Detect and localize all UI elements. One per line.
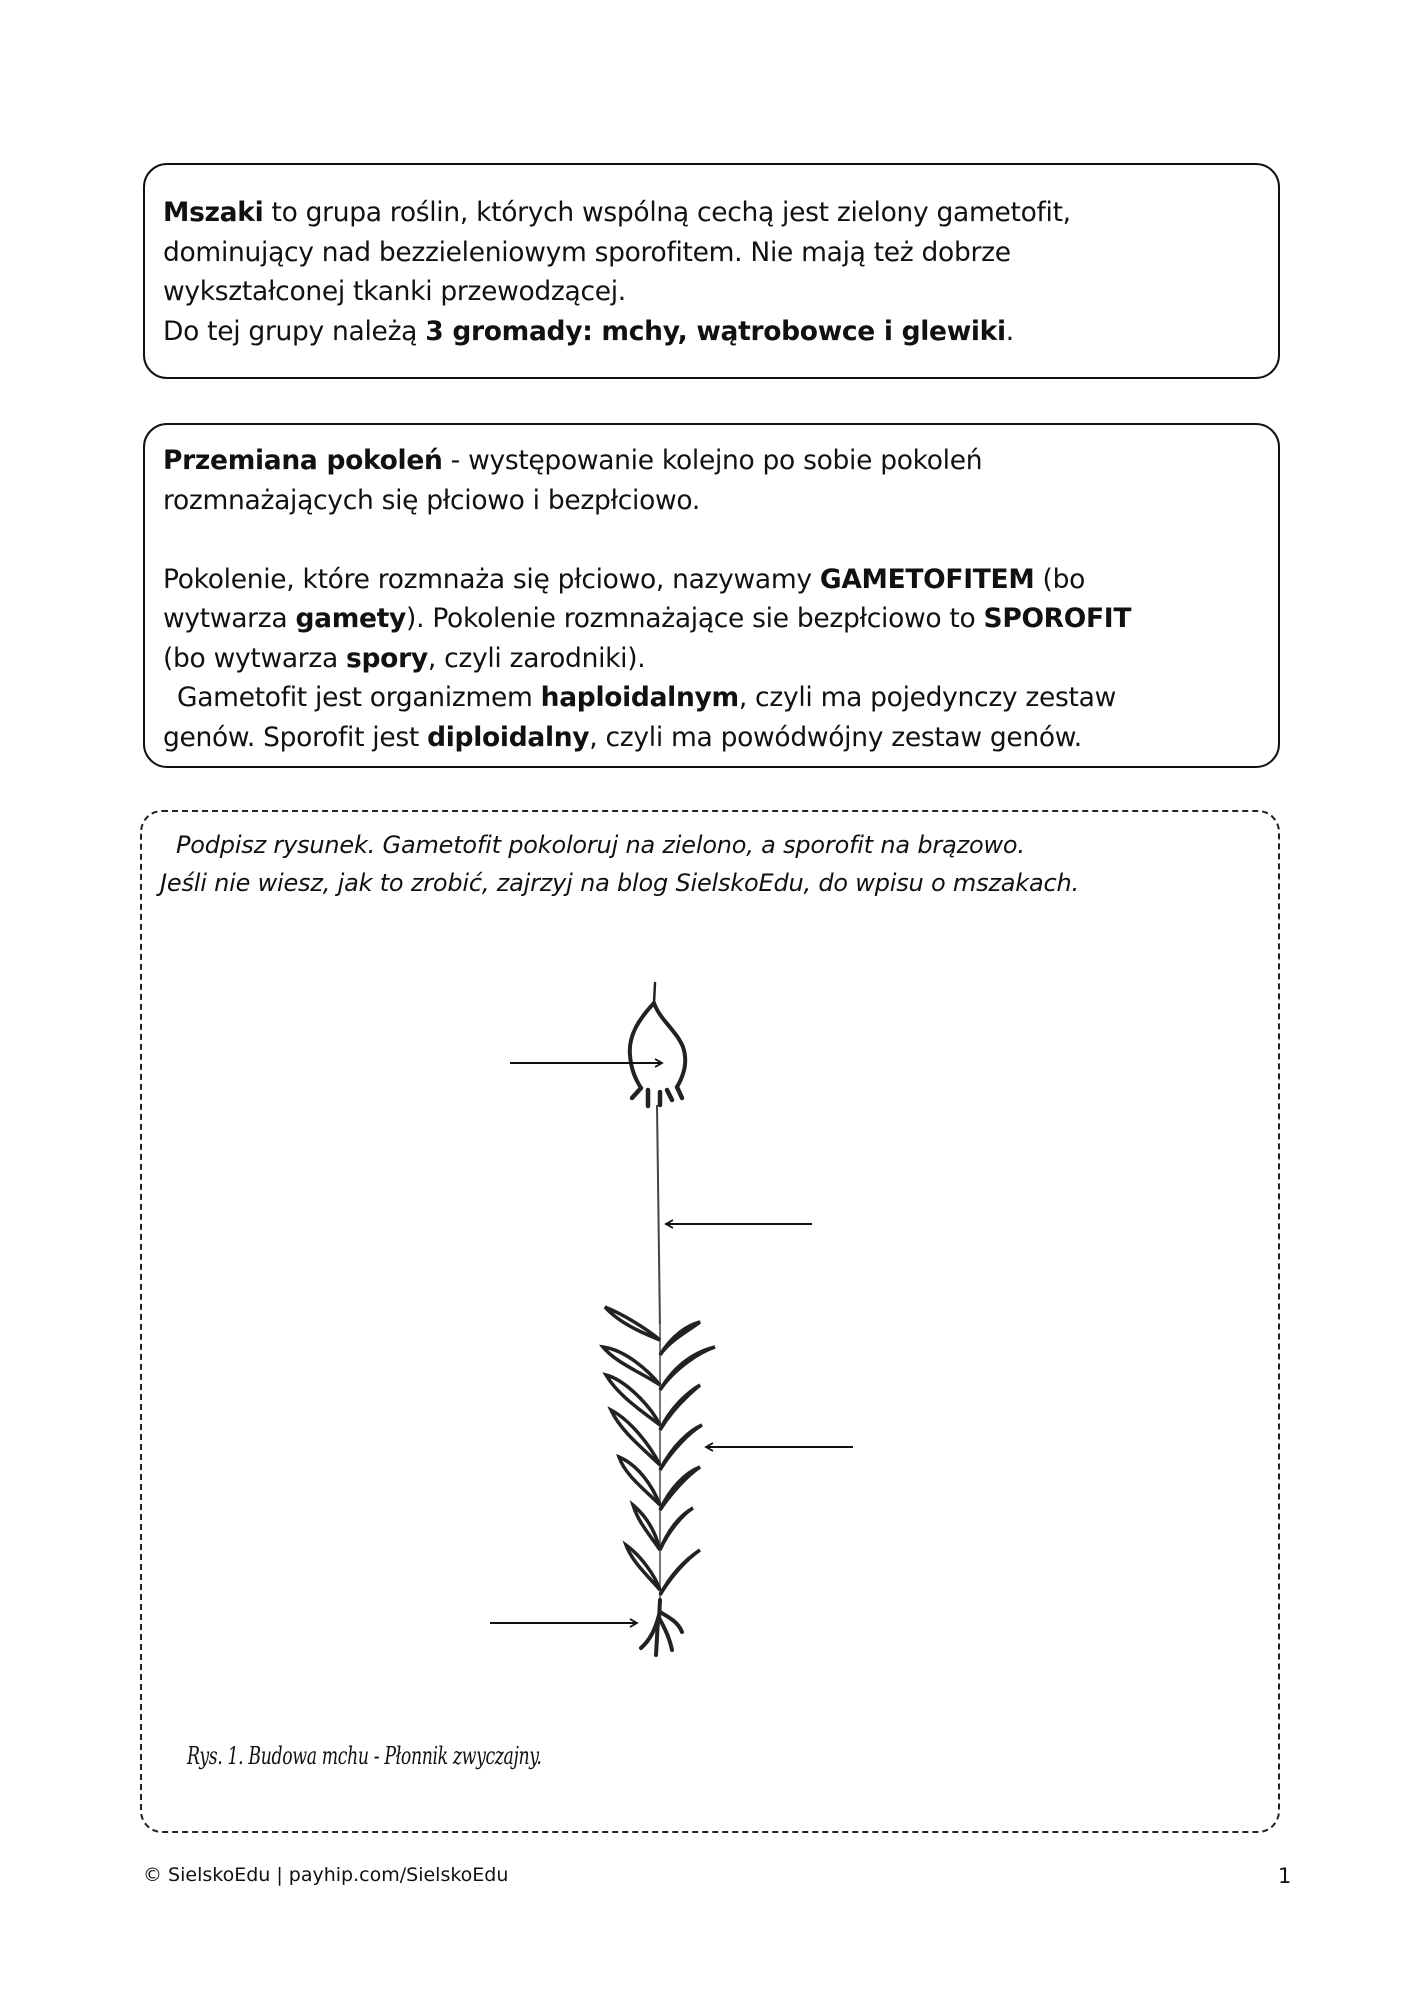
term-mszaki: Mszaki — [163, 197, 264, 228]
term-diploid: diploidalny — [427, 721, 590, 753]
figure-caption: Rys. 1. Budowa mchu - Płonnik zwyczajny. — [187, 1742, 542, 1770]
capsule-label-slot[interactable] — [330, 1048, 505, 1078]
alt-line-4: wytwarza gamety). Pokolenie rozmnażające sie bezpłciowo to SPOROFIT — [163, 603, 1132, 634]
task-instruction-1: Podpisz rysunek. Gametofit pokoloruj na zielono, a sporofit na brązowo. — [176, 831, 1025, 859]
term-alternation: Przemiana pokoleń — [163, 445, 443, 476]
alt-line-3: Pokolenie, które rozmnaża się płciowo, nazywamy GAMETOFITEM (bo — [163, 563, 1086, 595]
alt-line-1: Przemiana pokoleń - występowanie kolejno po sobie pokoleń — [163, 445, 983, 476]
task-instruction-2: Jeśli nie wiesz, jak to zrobić, zajrzyj na blog SielskoEdu, do wpisu o mszakach. — [160, 869, 1079, 897]
alt-line-6: Gametofit jest organizmem haploidalnym, czyli ma pojedynczy zestaw — [177, 682, 1116, 713]
leafy-stem-label-slot[interactable] — [858, 1432, 1098, 1462]
alt-line-2: rozmnażających się płciowo i bezpłciowo. — [163, 484, 700, 516]
term-spory: spory — [346, 642, 428, 674]
term-haploid: haploidalnym — [540, 682, 739, 713]
intro-line-4: Do tej grupy należą 3 gromady: mchy, wątrobowce i glewiki. — [163, 315, 1014, 347]
rhizoids-label-slot[interactable] — [310, 1608, 485, 1638]
alt-line-5: (bo wytwarza spory, czyli zarodniki). — [163, 642, 646, 674]
intro-line-3: wykształconej tkanki przewodzącej. — [163, 276, 626, 307]
term-gamety: gamety — [295, 603, 407, 634]
intro-line-1: Mszaki to grupa roślin, których wspólną cechą jest zielony gametofit, — [163, 197, 1071, 228]
intro-definition-box — [143, 163, 1280, 379]
term-sporofit: SPOROFIT — [983, 603, 1132, 634]
footer-copyright: © SielskoEdu | payhip.com/SielskoEdu — [143, 1864, 509, 1886]
intro-line-2: dominujący nad bezzieleniowym sporofitem. Nie mają też dobrze — [163, 236, 1011, 268]
seta-label-slot[interactable] — [818, 1209, 1058, 1239]
page-number: 1 — [1278, 1864, 1292, 1888]
groups-list: 3 gromady: mchy, wątrobowce i glewiki — [425, 315, 1006, 347]
term-gametofit: GAMETOFITEM — [819, 563, 1035, 595]
alternation-definition-box — [143, 423, 1280, 768]
alt-line-7: genów. Sporofit jest diploidalny, czyli ma powódwójny zestaw genów. — [163, 721, 1082, 753]
drawing-task-box — [140, 810, 1280, 1833]
blank-line — [163, 520, 1260, 560]
